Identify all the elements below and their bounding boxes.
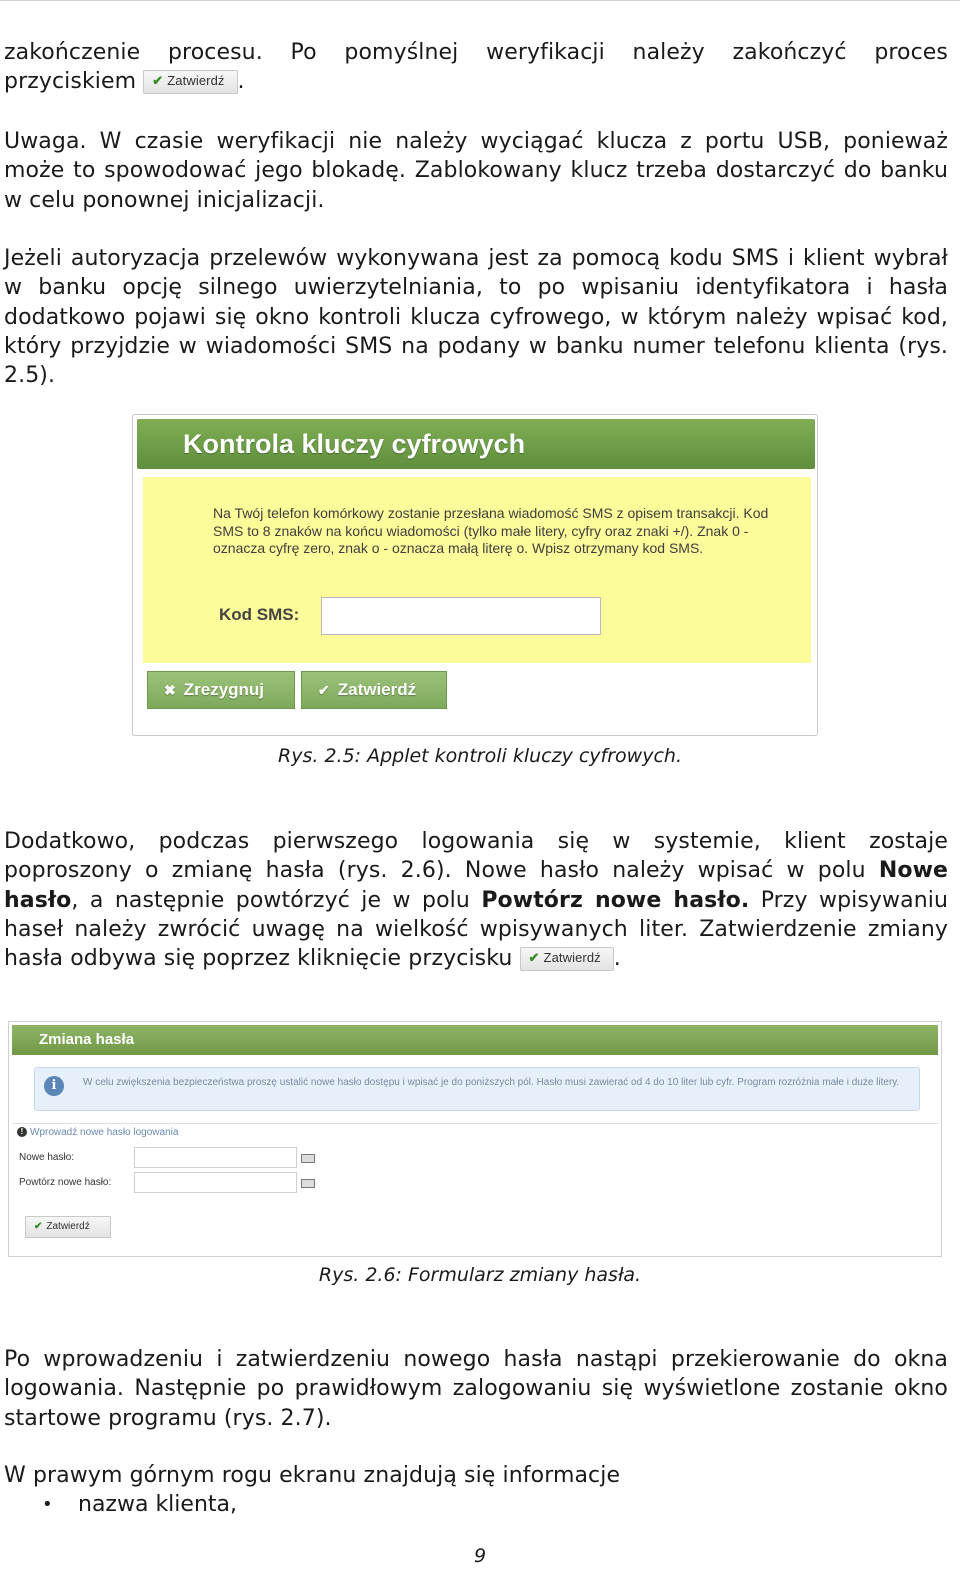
- form-hint-text: Wprowadź nowe hasło logowania: [30, 1127, 179, 1138]
- keyboard-icon[interactable]: [301, 1179, 315, 1188]
- paragraph-line: może to spowodować jego blokadę. Zablokowany klucz trzeba dostarczyć do banku: [4, 158, 948, 184]
- new-password-input[interactable]: [134, 1147, 297, 1168]
- paragraph-line: Dodatkowo, podczas pierwszego logowania się w systemie, klient zostaje: [4, 829, 948, 854]
- bullet-list: [4, 1490, 944, 1519]
- cancel-button[interactable]: [147, 671, 295, 709]
- figure-caption: Rys. 2.5: Applet kontroli kluczy cyfrowych.: [278, 745, 682, 767]
- list-item-text: nazwa klienta,: [78, 1492, 237, 1517]
- page-top-border: [0, 0, 960, 1]
- new-password-label: Nowe hasło:: [19, 1152, 75, 1163]
- bullet-icon: •: [42, 1494, 53, 1515]
- paragraph-text: hasła odbywa się poprzez kliknięcie przycisku: [4, 946, 513, 972]
- paragraph-line: Jeżeli autoryzacja przelewów wykonywana jest za pomocą kodu SMS i klient wybrał: [4, 246, 948, 271]
- paragraph-sms-authorization: [4, 244, 948, 390]
- confirm-button[interactable]: [301, 671, 447, 709]
- inline-confirm-label: Zatwierdź: [543, 950, 601, 966]
- paragraph-text: .: [237, 69, 245, 95]
- paragraph-line: logowania. Następnie po prawidłowym zalogowaniu się wyświetlone zostanie okno: [4, 1376, 948, 1402]
- inline-confirm-button: [143, 70, 237, 94]
- cancel-button-label: Zrezygnuj: [183, 680, 265, 699]
- form-hint: [17, 1127, 178, 1138]
- password-change-form: [8, 1021, 942, 1257]
- paragraph-line: 2.5).: [4, 363, 56, 389]
- paragraph-line: dodatkowo pojawi się okno kontroli klucza cyfrowego, w którym należy wpisać kod,: [4, 304, 948, 330]
- paragraph-line: w celu ponownej inicjalizacji.: [4, 187, 325, 213]
- check-icon: ✔: [152, 73, 164, 89]
- sms-message-panel: [143, 477, 811, 663]
- paragraph-line: Po wprowadzeniu i zatwierdzeniu nowego hasła nastąpi przekierowanie do okna: [4, 1347, 948, 1372]
- help-icon: !: [17, 1127, 27, 1137]
- paragraph-line: [4, 856, 948, 885]
- confirm-button[interactable]: [25, 1216, 111, 1238]
- paragraph-text: poproszony o zmianę hasła (rys. 2.6). Nowe hasło należy wpisać w polu: [4, 858, 866, 884]
- sms-code-input[interactable]: [321, 597, 601, 635]
- close-icon: ✖: [164, 682, 176, 698]
- page-number: 9: [473, 1545, 487, 1567]
- paragraph-line: [4, 944, 948, 973]
- paragraph-warning: [4, 127, 948, 215]
- paragraph-line: w banku opcję silnego uwierzytelniania, to po wpisaniu identyfikatora i hasła: [4, 275, 948, 301]
- bold-text: hasło: [4, 887, 72, 913]
- paragraph-text: .: [613, 946, 621, 972]
- paragraph-text: przyciskiem: [4, 69, 137, 95]
- sms-instructions: Na Twój telefon komórkowy zostanie przesłana wiadomość SMS z opisem transakcji. Kod SMS to 8 znaków na końcu wiadomości (tylko małe litery, cyfry oraz znaki +/). Znak 0 - oznacza cyfrę zero, znak o - oznacza małą literę o. Wpisz otrzymany kod SMS.: [213, 505, 769, 556]
- dialog-title: Kontrola kluczy cyfrowych: [137, 419, 815, 469]
- info-box: [34, 1067, 920, 1111]
- digital-key-control-dialog: [132, 414, 818, 736]
- info-text: W celu zwiększenia bezpieczeństwa proszę ustalić nowe hasło dostępu i wpisać je do poniższych pól. Hasło musi zawierać od 4 do 10 liter lub cyfr. Program rozróżnia małe i duże litery.: [83, 1077, 900, 1088]
- paragraph-line: haseł należy zwrócić uwagę na wielkość wpisywanych liter. Zatwierdzenie zmiany: [4, 916, 948, 942]
- paragraph-line: który przyjdzie w wiadomości SMS na podany w banku numer telefonu klienta (rys.: [4, 333, 948, 359]
- paragraph-line: [4, 886, 948, 915]
- inline-confirm-label: Zatwierdź: [167, 73, 225, 89]
- paragraph-process-end: [4, 38, 948, 97]
- confirm-button-label: Zatwierdź: [337, 680, 417, 699]
- repeat-password-input[interactable]: [134, 1172, 297, 1193]
- paragraph-text: Przy wpisywaniu: [760, 887, 949, 913]
- paragraph-top-right-info: [4, 1461, 948, 1490]
- list-item: [4, 1490, 944, 1519]
- paragraph-text: , a następnie powtórzyć je w polu: [71, 887, 470, 913]
- paragraph-line: startowe programu (rys. 2.7).: [4, 1405, 332, 1431]
- paragraph-line: W prawym górnym rogu ekranu znajdują się informacje: [4, 1463, 621, 1488]
- paragraph-redirect: [4, 1345, 948, 1433]
- sms-code-label: Kod SMS:: [219, 605, 300, 624]
- divider: [12, 1123, 938, 1124]
- paragraph-password-change: [4, 827, 948, 973]
- bold-text: Nowe: [878, 858, 949, 884]
- form-title: Zmiana hasła: [12, 1025, 938, 1055]
- paragraph-line: Uwaga. W czasie weryfikacji nie należy wyciągać klucza z portu USB, ponieważ: [4, 129, 948, 154]
- bold-text: Powtórz nowe hasło.: [481, 887, 750, 913]
- check-icon: ✔: [318, 682, 330, 698]
- paragraph-line: zakończenie procesu. Po pomyślnej weryfikacji należy zakończyć proces: [4, 40, 948, 65]
- paragraph-line: [4, 67, 948, 96]
- repeat-password-label: Powtórz nowe hasło:: [19, 1177, 112, 1188]
- inline-confirm-button: [520, 947, 614, 971]
- info-icon: i: [44, 1076, 64, 1096]
- confirm-button-label: Zatwierdź: [46, 1221, 90, 1232]
- check-icon: ✔: [34, 1221, 43, 1232]
- keyboard-icon[interactable]: [301, 1154, 315, 1163]
- figure-caption: Rys. 2.6: Formularz zmiany hasła.: [318, 1264, 642, 1286]
- check-icon: ✔: [528, 950, 540, 966]
